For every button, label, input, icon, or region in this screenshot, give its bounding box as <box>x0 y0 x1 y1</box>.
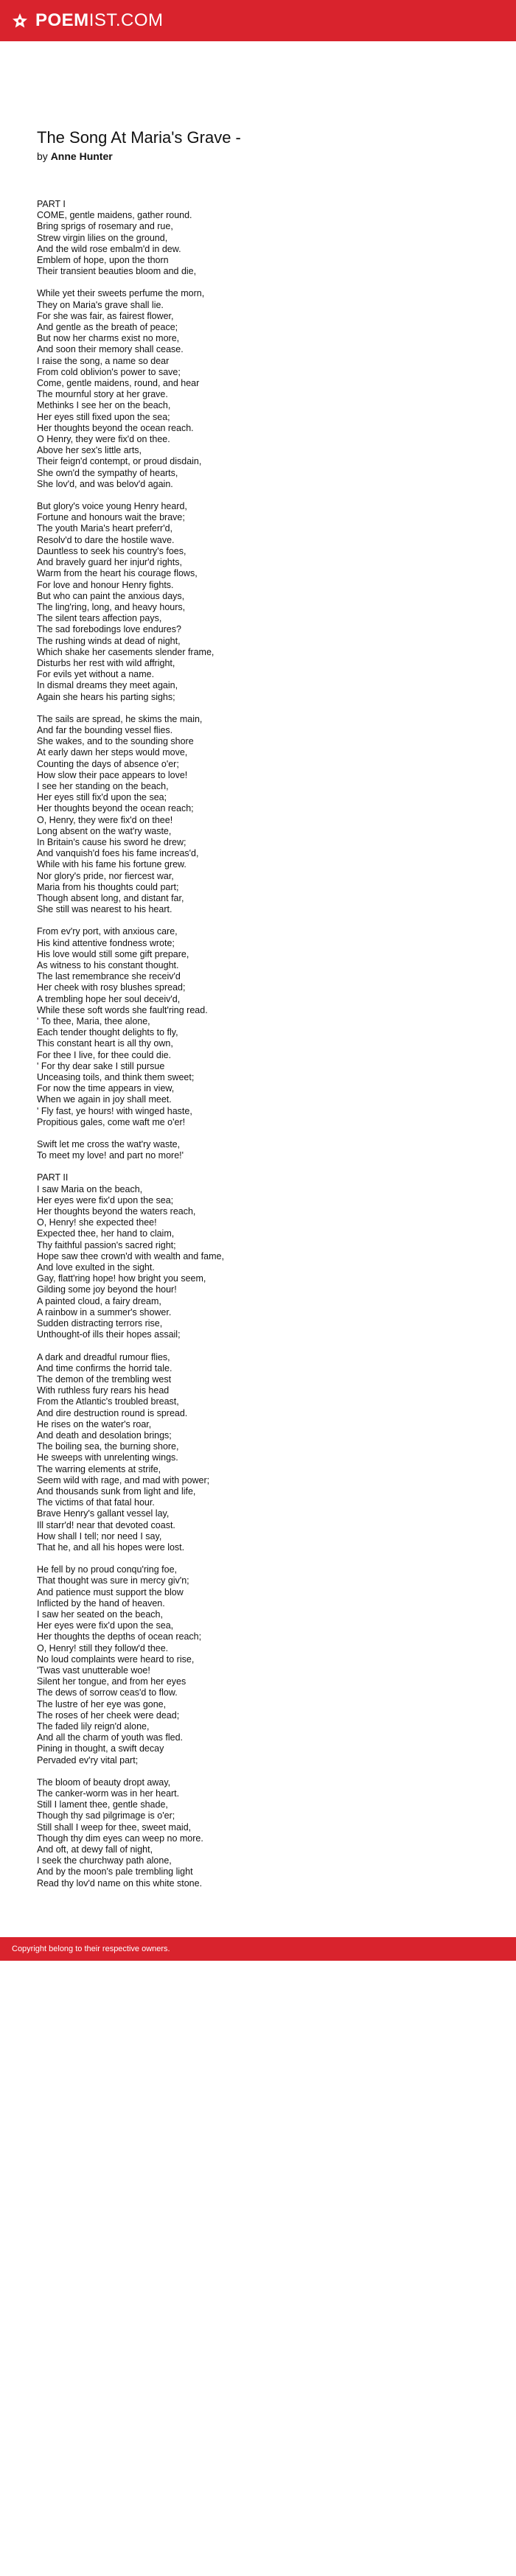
poem-body <box>37 199 479 1889</box>
poem-line: The last remembrance she receiv'd <box>37 971 181 982</box>
poem-line: Hope saw thee crown'd with wealth and fame, <box>37 1250 224 1261</box>
poem-line: Still shall I weep for thee, sweet maid, <box>37 1821 192 1833</box>
poem-line: Each tender thought delights to fly, <box>37 1027 178 1038</box>
poem-line: And soon their memory shall cease. <box>37 344 184 355</box>
poem-line: Swift let me cross the wat'ry waste, <box>37 1139 181 1150</box>
poem-line: Read thy lov'd name on this white stone. <box>37 1877 203 1889</box>
poem-line: A rainbow in a summer's shower. <box>37 1306 172 1317</box>
poem-line: Strew virgin lilies on the ground, <box>37 232 168 243</box>
poem-line: For love and honour Henry fights. <box>37 579 174 590</box>
poem-line: O, Henry! she expected thee! <box>37 1217 157 1228</box>
poem-line: Again she hears his parting sighs; <box>37 691 175 702</box>
poem-line: To meet my love! and part no more!' <box>37 1150 184 1161</box>
poem-line: A painted cloud, a fairy dream, <box>37 1295 161 1306</box>
logo-text-bold: POEM <box>35 10 89 30</box>
poem-line: The warring elements at strife, <box>37 1463 161 1474</box>
poem-line: But glory's voice young Henry heard, <box>37 501 187 512</box>
stanza <box>37 1172 479 1340</box>
poem-line: From the Atlantic's troubled breast, <box>37 1396 179 1407</box>
poem-line: PART I <box>37 199 66 209</box>
poem-line: Resolv'd to dare the hostile wave. <box>37 534 175 545</box>
poem-line: Brave Henry's gallant vessel lay, <box>37 1508 170 1519</box>
poem-line: Come, gentle maidens, round, and hear <box>37 378 200 389</box>
poem-line: She lov'd, and was belov'd again. <box>37 478 173 489</box>
poem-line: The silent tears affection pays, <box>37 613 162 624</box>
poem-line: Her thoughts beyond the waters reach, <box>37 1206 196 1217</box>
poem-line: Their feign'd contempt, or proud disdain, <box>37 456 202 467</box>
top-bar <box>0 0 516 41</box>
poem-line: 'Twas vast unutterable woe! <box>37 1665 150 1676</box>
poem-line: No loud complaints were heard to rise, <box>37 1653 195 1665</box>
poem-line: Sudden distracting terrors rise, <box>37 1318 163 1329</box>
poem-line: They on Maria's grave shall lie. <box>37 299 164 310</box>
stanza <box>37 714 479 916</box>
poem-line: And patience must support the blow <box>37 1586 184 1597</box>
poem-line: O, Henry! still they follow'd thee. <box>37 1642 169 1653</box>
poem-line: Her thoughts beyond the ocean reach. <box>37 422 194 433</box>
poem-line: Silent her tongue, and from her eyes <box>37 1676 186 1687</box>
poem-line: Disturbs her rest with wild affright, <box>37 657 175 668</box>
poem-line: He rises on the water's roar, <box>37 1418 152 1429</box>
poemist-logo-icon <box>12 13 28 29</box>
poem-line: Unthought-of ills their hopes assail; <box>37 1329 181 1340</box>
poem-line: Warm from the heart his courage flows, <box>37 568 198 579</box>
poem-line: And death and desolation brings; <box>37 1429 172 1441</box>
poem-line: At early dawn her steps would move, <box>37 747 188 758</box>
stanza <box>37 1139 479 1161</box>
poem-line: And time confirms the horrid tale. <box>37 1362 172 1373</box>
poem-line: Fortune and honours wait the brave; <box>37 512 185 523</box>
copyright-text: Copyright belong to their respective owners. <box>12 1944 170 1953</box>
poem-line: Her thoughts the depths of ocean reach; <box>37 1631 202 1642</box>
poem-line: And bravely guard her injur'd rights, <box>37 557 182 568</box>
poem-line: The canker-worm was in her heart. <box>37 1788 180 1799</box>
poem-line: His kind attentive fondness wrote; <box>37 937 175 948</box>
poem-line: With ruthless fury rears his head <box>37 1385 170 1396</box>
poem-line: And dire destruction round is spread. <box>37 1407 188 1418</box>
poem-line: While these soft words she fault'ring read. <box>37 1004 208 1015</box>
poem-line: I saw her seated on the beach, <box>37 1609 163 1620</box>
poem-line: Pining in thought, a swift decay <box>37 1743 164 1754</box>
poem-line: For thee I live, for thee could die. <box>37 1049 172 1060</box>
poem-line: From cold oblivion's power to save; <box>37 366 181 377</box>
poem-line: The boiling sea, the burning shore, <box>37 1441 179 1452</box>
poem-line: And oft, at dewy fall of night, <box>37 1844 153 1855</box>
poem-line: ' For thy dear sake I still pursue <box>37 1060 165 1071</box>
poem-author-link[interactable]: Anne Hunter <box>50 150 113 162</box>
poem-line: Long absent on the wat'ry waste, <box>37 825 172 836</box>
poem-line: But who can paint the anxious days, <box>37 590 185 601</box>
poem-line: In Britain's cause his sword he drew; <box>37 836 186 847</box>
poem-line: O, Henry, they were fix'd on thee! <box>37 814 173 825</box>
poem-line: His love would still some gift prepare, <box>37 948 189 959</box>
poem-title: The Song At Maria's Grave - <box>37 128 241 147</box>
poem-line: The rushing winds at dead of night, <box>37 635 181 646</box>
poem-line: The ling'ring, long, and heavy hours, <box>37 601 186 612</box>
poem-line: And love exulted in the sight. <box>37 1262 155 1273</box>
poem-line: Though thy dim eyes can weep no more. <box>37 1833 203 1844</box>
poem-line: And by the moon's pale trembling light <box>37 1866 193 1877</box>
poem-line: ' To thee, Maria, thee alone, <box>37 1016 150 1027</box>
poem-line: The youth Maria's heart preferr'd, <box>37 523 173 534</box>
poem-line: When we again in joy shall meet. <box>37 1094 172 1105</box>
poem-line: Her thoughts beyond the ocean reach; <box>37 803 194 814</box>
poem-line: Their transient beauties bloom and die, <box>37 266 197 277</box>
poem-line: Which shake her casements slender frame, <box>37 646 215 657</box>
stanza <box>37 199 479 277</box>
poem-line: And gentle as the breath of peace; <box>37 322 178 333</box>
stanza <box>37 1777 479 1889</box>
poem-line: Gilding some joy beyond the hour! <box>37 1284 177 1295</box>
stanza <box>37 1564 479 1766</box>
poem-line: She own'd the sympathy of hearts, <box>37 467 178 478</box>
stanza <box>37 288 479 490</box>
poem-line: A dark and dreadful rumour flies, <box>37 1351 170 1362</box>
poem-line: She still was nearest to his heart. <box>37 904 172 915</box>
poem-line: And vanquish'd foes his fame increas'd, <box>37 848 199 859</box>
poem-line: I seek the churchway path alone, <box>37 1855 172 1866</box>
poem-line: Bring sprigs of rosemary and rue, <box>37 221 173 232</box>
poem-line: Her eyes were fix'd upon the sea, <box>37 1620 174 1631</box>
poem-line: But now her charms exist no more, <box>37 333 180 344</box>
stanza <box>37 1352 479 1554</box>
poem-line: The bloom of beauty dropt away, <box>37 1777 171 1788</box>
poem-line: COME, gentle maidens, gather round. <box>37 210 192 221</box>
poem-line: The dews of sorrow ceas'd to flow. <box>37 1687 178 1698</box>
poem-line: He fell by no proud conqu'ring foe, <box>37 1564 178 1575</box>
poem-line: How slow their pace appears to love! <box>37 769 188 780</box>
poem-line: From ev'ry port, with anxious care, <box>37 926 178 937</box>
poem-line: While with his fame his fortune grew. <box>37 859 186 870</box>
poem-line: I raise the song, a name so dear <box>37 355 170 366</box>
poem-line: Emblem of hope, upon the thorn <box>37 255 169 266</box>
site-logo[interactable] <box>12 12 164 29</box>
poem-line: Still I lament thee, gentle shade, <box>37 1799 168 1810</box>
by-label: by <box>37 150 48 162</box>
poem-line: And far the bounding vessel flies. <box>37 724 173 735</box>
poem-line: That thought was sure in mercy giv'n; <box>37 1575 189 1586</box>
poem-line: Methinks I see her on the beach, <box>37 400 171 411</box>
poem-line: O Henry, they were fix'd on thee. <box>37 434 170 445</box>
poem-line: Inflicted by the hand of heaven. <box>37 1597 165 1609</box>
poem-line: He sweeps with unrelenting wings. <box>37 1452 178 1463</box>
poem-line: For now the time appears in view, <box>37 1083 175 1094</box>
poem-line: Dauntless to seek his country's foes, <box>37 545 186 556</box>
poem-line: Propitious gales, come waft me o'er! <box>37 1116 186 1127</box>
poem-line: Her eyes still fix'd upon the sea; <box>37 792 167 803</box>
site-footer <box>0 1937 516 1961</box>
poem-line: And thousands sunk from light and life, <box>37 1485 196 1497</box>
poem-line: Gay, flatt'ring hope! how bright you seem, <box>37 1273 206 1284</box>
poem-line: I see her standing on the beach, <box>37 780 169 791</box>
poem-line: For she was fair, as fairest flower, <box>37 310 174 321</box>
poem-line: A trembling hope her soul deceiv'd, <box>37 993 181 1004</box>
poem-line: Counting the days of absence o'er; <box>37 758 179 769</box>
poem-line: Though thy sad pilgrimage is o'er; <box>37 1810 175 1821</box>
poem-line: And all the charm of youth was fled. <box>37 1732 184 1743</box>
poem-line: Nor glory's pride, nor fiercest war, <box>37 870 174 881</box>
poem-line: The victims of that fatal hour. <box>37 1497 155 1508</box>
poem-line: Though absent long, and distant far, <box>37 892 184 903</box>
poem-content <box>0 41 516 1930</box>
poem-line: PART II <box>37 1172 69 1183</box>
poem-line: Maria from his thoughts could part; <box>37 881 179 892</box>
poem-line: Her eyes were fix'd upon the sea; <box>37 1194 174 1205</box>
poem-line: The demon of the trembling west <box>37 1373 172 1385</box>
poem-line: The lustre of her eye was gone, <box>37 1698 167 1709</box>
poem-line: That he, and all his hopes were lost. <box>37 1541 185 1553</box>
poem-line: Her cheek with rosy blushes spread; <box>37 982 186 993</box>
poem-line: The mournful story at her grave. <box>37 389 168 400</box>
poem-line: The sad forebodings love endures? <box>37 624 181 635</box>
stanza <box>37 501 479 703</box>
poem-line: Expected thee, her hand to claim, <box>37 1228 175 1239</box>
logo-text-light: IST.COM <box>88 10 164 30</box>
poem-line: ' Fly fast, ye hours! with winged haste, <box>37 1105 192 1116</box>
poem-line: She wakes, and to the sounding shore <box>37 736 194 747</box>
poem-line: Seem wild with rage, and mad with power; <box>37 1474 210 1485</box>
poem-line: The sails are spread, he skims the main, <box>37 713 203 724</box>
poem-line: As witness to his constant thought. <box>37 960 179 970</box>
poem-line: For evils yet without a name. <box>37 669 155 680</box>
poem-line: The faded lily reign'd alone, <box>37 1721 150 1732</box>
poem-line: The roses of her cheek were dead; <box>37 1709 180 1721</box>
poem-line: In dismal dreams they meet again, <box>37 680 178 691</box>
poem-line: Above her sex's little arts, <box>37 445 142 456</box>
poem-line: Pervaded ev'ry vital part; <box>37 1754 139 1765</box>
poem-byline <box>37 150 479 162</box>
poem-line: Her eyes still fixed upon the sea; <box>37 411 170 422</box>
stanza <box>37 926 479 1128</box>
poem-line: And the wild rose embalm'd in dew. <box>37 243 181 254</box>
poem-line: Thy faithful passion's sacred right; <box>37 1239 176 1250</box>
poem-line: This constant heart is all thy own, <box>37 1038 173 1049</box>
poem-line: While yet their sweets perfume the morn, <box>37 288 205 299</box>
poem-line: How shall I tell; nor need I say, <box>37 1530 162 1541</box>
poem-line: Unceasing toils, and think them sweet; <box>37 1072 195 1083</box>
poem-line: Ill starr'd! near that devoted coast. <box>37 1519 175 1530</box>
poem-line: I saw Maria on the beach, <box>37 1183 143 1194</box>
